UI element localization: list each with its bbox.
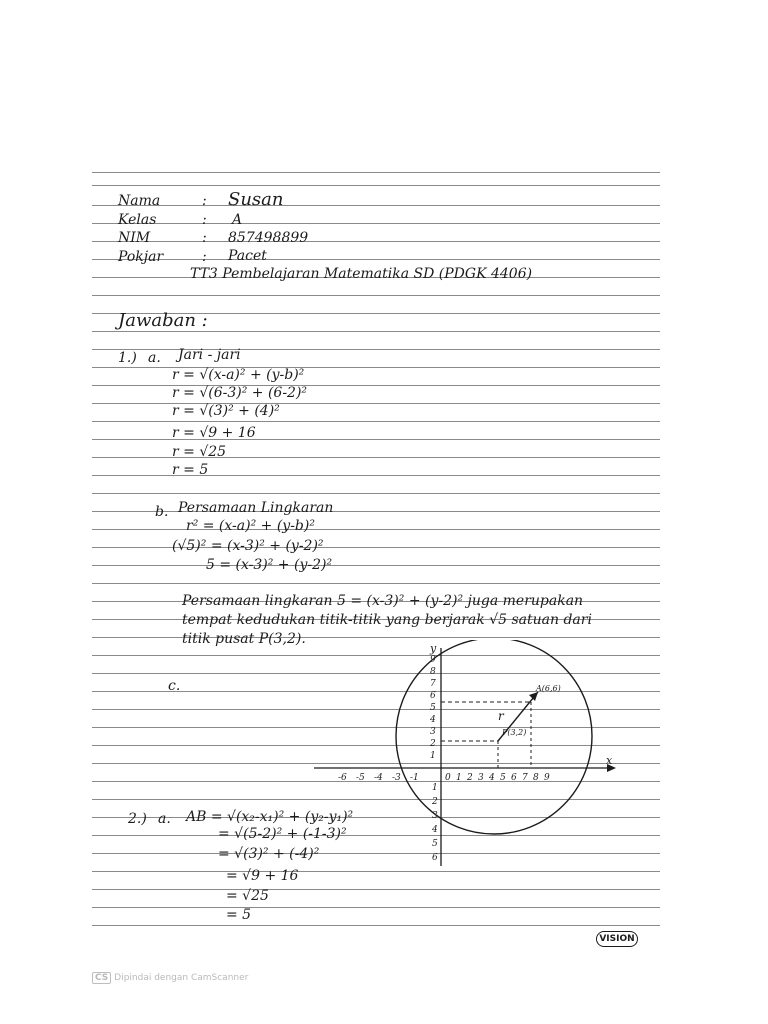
x-tick-label: -6 (338, 773, 347, 783)
x-tick-label: 1 (456, 773, 462, 783)
y-tick-label: 4 (432, 825, 438, 835)
y-tick-label: 3 (432, 811, 438, 821)
coordinate-graph (310, 640, 630, 870)
q1a-step: r = √9 + 16 (172, 425, 256, 441)
scanner-watermark (92, 972, 248, 984)
q1a-step: r = √25 (172, 444, 227, 460)
pokjar-separator: : (202, 249, 207, 265)
x-tick-label: 2 (467, 773, 473, 783)
y-tick-label: 4 (430, 715, 436, 725)
q2-step: = √25 (226, 888, 269, 904)
camscanner-icon: CS (92, 972, 111, 984)
nim-separator: : (202, 230, 207, 246)
y-tick-label: 2 (430, 739, 436, 749)
q1a-step: r = √(3)² + (4)² (172, 403, 280, 419)
q2-step: = √(5-2)² + (-1-3)² (218, 826, 347, 842)
q1a-step: r = 5 (172, 462, 209, 478)
class-label: Kelas (118, 212, 157, 228)
circle (396, 640, 592, 834)
nim-value: 857498899 (228, 230, 309, 246)
x-tick-label: 8 (533, 773, 539, 783)
x-axis-label: x (606, 754, 613, 767)
class-value: A (232, 212, 243, 228)
point-a-label: A(6,6) (536, 684, 561, 693)
x-tick-label: 7 (522, 773, 528, 783)
y-tick-label: 3 (430, 727, 436, 737)
x-tick-label: -3 (392, 773, 401, 783)
q2-step: AB = √(x₂-x₁)² + (y₂-y₁)² (186, 809, 354, 825)
y-tick-label: 2 (432, 797, 438, 807)
q2-step: = √(3)² + (-4)² (218, 846, 320, 862)
center-label: P(3,2) (502, 728, 527, 737)
radius-label: r (498, 709, 504, 723)
x-tick-label: 9 (544, 773, 550, 783)
y-tick-label: 8 (430, 667, 436, 677)
q1b-title: Persamaan Lingkaran (178, 500, 334, 516)
q2-step: = 5 (226, 907, 252, 923)
y-tick-label: 1 (432, 783, 438, 793)
x-tick-label: 3 (478, 773, 484, 783)
y-tick-label: 5 (430, 703, 436, 713)
x-tick-label: 0 (445, 773, 451, 783)
q1b-step: 5 = (x-3)² + (y-2)² (206, 557, 333, 573)
q1a-title: Jari - jari (178, 347, 241, 363)
q1b-explanation: titik pusat P(3,2). (182, 631, 306, 647)
pokjar-label: Pokjar (118, 249, 164, 265)
assignment-title: TT3 Pembelajaran Matematika SD (PDGK 4406) (190, 266, 533, 282)
x-tick-labels (338, 773, 550, 783)
class-separator: : (202, 212, 207, 228)
radius-arrowhead (529, 692, 538, 701)
q1b-explanation: tempat kedudukan titik-titik yang berjarak √5 satuan dari (182, 612, 592, 628)
y-tick-label: 7 (430, 679, 436, 689)
q1b-explanation: Persamaan lingkaran 5 = (x-3)² + (y-2)² juga merupakan (182, 593, 584, 609)
q1a-step: r = √(x-a)² + (y-b)² (172, 367, 305, 383)
y-tick-label: 5 (432, 839, 438, 849)
y-tick-label: 9 (430, 655, 436, 665)
x-tick-label: 5 (500, 773, 506, 783)
x-tick-label: -5 (356, 773, 365, 783)
y-tick-label: 6 (432, 853, 438, 863)
q1b-label: b. (155, 504, 169, 520)
q1b-step: (√5)² = (x-3)² + (y-2)² (172, 538, 324, 554)
answer-heading: Jawaban : (118, 310, 208, 331)
q2-number: 2.) (128, 811, 147, 827)
y-tick-labels (429, 655, 438, 863)
y-tick-label: 1 (430, 751, 436, 761)
q1c-label: c. (168, 678, 181, 694)
y-tick-label: 6 (430, 691, 436, 701)
x-tick-label: 4 (489, 773, 495, 783)
x-tick-label: -4 (374, 773, 383, 783)
y-axis-label: y (430, 642, 437, 655)
name-value: Susan (228, 189, 284, 210)
name-separator: : (202, 193, 207, 209)
x-tick-label: 6 (511, 773, 517, 783)
scanner-text: Dipindai dengan CamScanner (114, 973, 249, 983)
brand-logo: VISION (596, 931, 638, 947)
x-tick-label: -1 (410, 773, 419, 783)
q2-step: = √9 + 16 (226, 868, 299, 884)
q1-number: 1.) (118, 350, 137, 366)
q1b-step: r² = (x-a)² + (y-b)² (186, 518, 315, 534)
pokjar-value: Pacet (228, 248, 267, 264)
q1a-step: r = √(6-3)² + (6-2)² (172, 385, 308, 401)
nim-label: NIM (118, 230, 151, 246)
q2a-label: a. (158, 811, 171, 827)
q1a-label: a. (148, 350, 161, 366)
name-label: Nama (118, 193, 161, 209)
